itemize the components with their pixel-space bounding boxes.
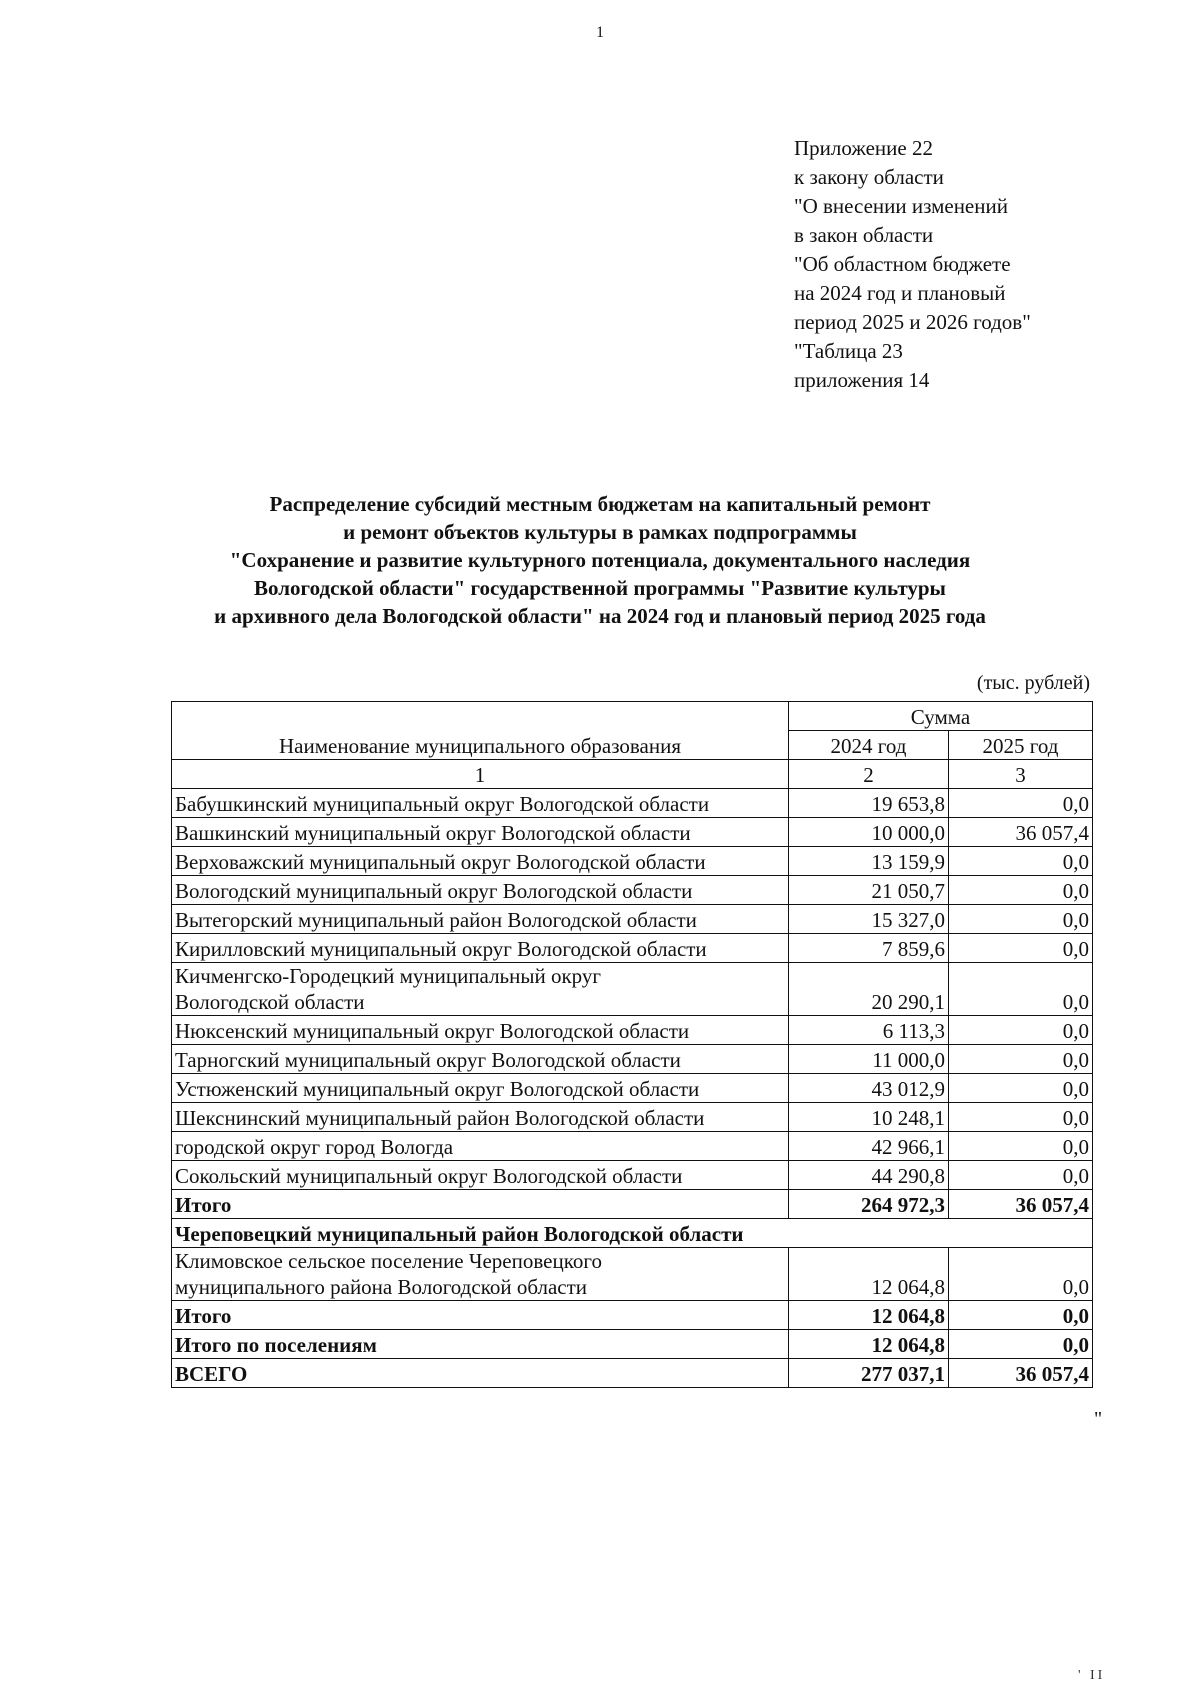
row-value-2024: 10 248,1 [789,1103,949,1132]
table-row [172,905,1093,934]
total-value-2025: 0,0 [949,1301,1093,1330]
title-line: и ремонт объектов культуры в рамках подпрограммы [343,520,857,544]
annex-line: в закон области [794,223,934,247]
table-row [172,1045,1093,1074]
row-value-2025: 0,0 [949,1161,1093,1190]
row-value-2025: 0,0 [949,963,1093,1016]
table-row [172,847,1093,876]
subsidy-table [171,701,1093,1388]
row-name: Устюженский муниципальный округ Вологодской области [172,1074,789,1103]
column-number: 2 [789,760,949,789]
row-value-2025: 0,0 [949,905,1093,934]
header-year-2025: 2025 год [949,731,1093,760]
section-row [172,1219,1093,1248]
column-number: 3 [949,760,1093,789]
row-name-line: Вологодской области [175,990,365,1014]
row-value-2024: 21 050,7 [789,876,949,905]
row-name: Вашкинский муниципальный округ Вологодской области [172,818,789,847]
units-label: (тыс. рублей) [976,672,1090,694]
row-name: Сокольский муниципальный округ Вологодской области [172,1161,789,1190]
table-row [172,789,1093,818]
row-name: Верховажский муниципальный округ Вологодской области [172,847,789,876]
total-row [172,1190,1093,1219]
annex-line: приложения 14 [794,368,930,392]
row-value-2024: 7 859,6 [789,934,949,963]
annex-line: на 2024 год и плановый [794,281,1006,305]
page-number: 1 [596,24,604,41]
corner-mark: ' II [1078,1668,1106,1683]
row-name-line: Кичменгско-Городецкий муниципальный округ [175,964,601,988]
table-row [172,963,1093,1016]
row-name: Вытегорский муниципальный район Вологодской области [172,905,789,934]
total-value-2024: 12 064,8 [789,1330,949,1359]
total-value-2025: 0,0 [949,1330,1093,1359]
row-name: Тарногский муниципальный округ Вологодской области [172,1045,789,1074]
row-name: Кирилловский муниципальный округ Вологодской области [172,934,789,963]
row-name-line: Климовское сельское поселение Череповецкого [175,1249,602,1273]
table-row [172,818,1093,847]
row-value-2024: 43 012,9 [789,1074,949,1103]
row-value-2024: 13 159,9 [789,847,949,876]
row-value-2025: 0,0 [949,876,1093,905]
row-name: Вологодский муниципальный округ Вологодской области [172,876,789,905]
row-name [172,1248,789,1301]
header-name: Наименование муниципального образования [172,702,789,760]
row-value-2025: 0,0 [949,1074,1093,1103]
title-line: и архивного дела Вологодской области" на 2024 год и плановый период 2025 года [214,604,986,628]
annex-line: период 2025 и 2026 годов" [794,310,1031,334]
annex-line: "Об областном бюджете [794,252,1011,276]
grand-total-row [172,1359,1093,1388]
row-value-2024: 20 290,1 [789,963,949,1016]
total-label: Итого [172,1190,789,1219]
column-number-row [172,760,1093,789]
row-value-2024: 12 064,8 [789,1248,949,1301]
row-name: городской округ город Вологда [172,1132,789,1161]
column-number: 1 [172,760,789,789]
section-title: Череповецкий муниципальный район Вологодской области [172,1219,1093,1248]
row-value-2025: 0,0 [949,934,1093,963]
grand-total-label: ВСЕГО [172,1359,789,1388]
row-name: Шекснинский муниципальный район Вологодской области [172,1103,789,1132]
table-row [172,1103,1093,1132]
row-value-2024: 42 966,1 [789,1132,949,1161]
row-value-2025: 0,0 [949,1103,1093,1132]
total-label: Итого [172,1301,789,1330]
row-value-2024: 19 653,8 [789,789,949,818]
table-row [172,1248,1093,1301]
row-value-2024: 15 327,0 [789,905,949,934]
total-settlements-row [172,1330,1093,1359]
document-title [150,490,1050,630]
row-value-2024: 10 000,0 [789,818,949,847]
closing-quote: " [1094,1408,1103,1430]
row-value-2025: 0,0 [949,847,1093,876]
header-sum: Сумма [789,702,1093,731]
total-label: Итого по поселениям [172,1330,789,1359]
row-name [172,963,789,1016]
annex-line: к закону области [794,165,944,189]
annex-line: Приложение 22 [794,136,933,160]
grand-total-value-2025: 36 057,4 [949,1359,1093,1388]
table-row [172,1161,1093,1190]
row-value-2025: 0,0 [949,1132,1093,1161]
row-value-2025: 0,0 [949,1045,1093,1074]
row-name: Нюксенский муниципальный округ Вологодской области [172,1016,789,1045]
row-value-2024: 11 000,0 [789,1045,949,1074]
total-value-2024: 264 972,3 [789,1190,949,1219]
annex-block [794,134,1031,395]
table-row [172,1074,1093,1103]
table-row [172,1132,1093,1161]
row-name: Бабушкинский муниципальный округ Вологодской области [172,789,789,818]
table-row [172,1016,1093,1045]
title-line: Распределение субсидий местным бюджетам на капитальный ремонт [269,492,931,516]
title-line: "Сохранение и развитие культурного потенциала, документального наследия [229,548,971,572]
table-row [172,876,1093,905]
row-value-2025: 36 057,4 [949,818,1093,847]
header-year-2024: 2024 год [789,731,949,760]
row-value-2025: 0,0 [949,1248,1093,1301]
total-row [172,1301,1093,1330]
total-value-2024: 12 064,8 [789,1301,949,1330]
row-value-2024: 6 113,3 [789,1016,949,1045]
grand-total-value-2024: 277 037,1 [789,1359,949,1388]
table-header-row [172,702,1093,731]
row-value-2024: 44 290,8 [789,1161,949,1190]
total-value-2025: 36 057,4 [949,1190,1093,1219]
title-line: Вологодской области" государственной программы "Развитие культуры [254,576,946,600]
row-value-2025: 0,0 [949,789,1093,818]
row-value-2025: 0,0 [949,1016,1093,1045]
annex-line: "Таблица 23 [794,339,903,363]
row-name-line: муниципального района Вологодской области [175,1275,588,1299]
table-row [172,934,1093,963]
annex-line: "О внесении изменений [794,194,1008,218]
